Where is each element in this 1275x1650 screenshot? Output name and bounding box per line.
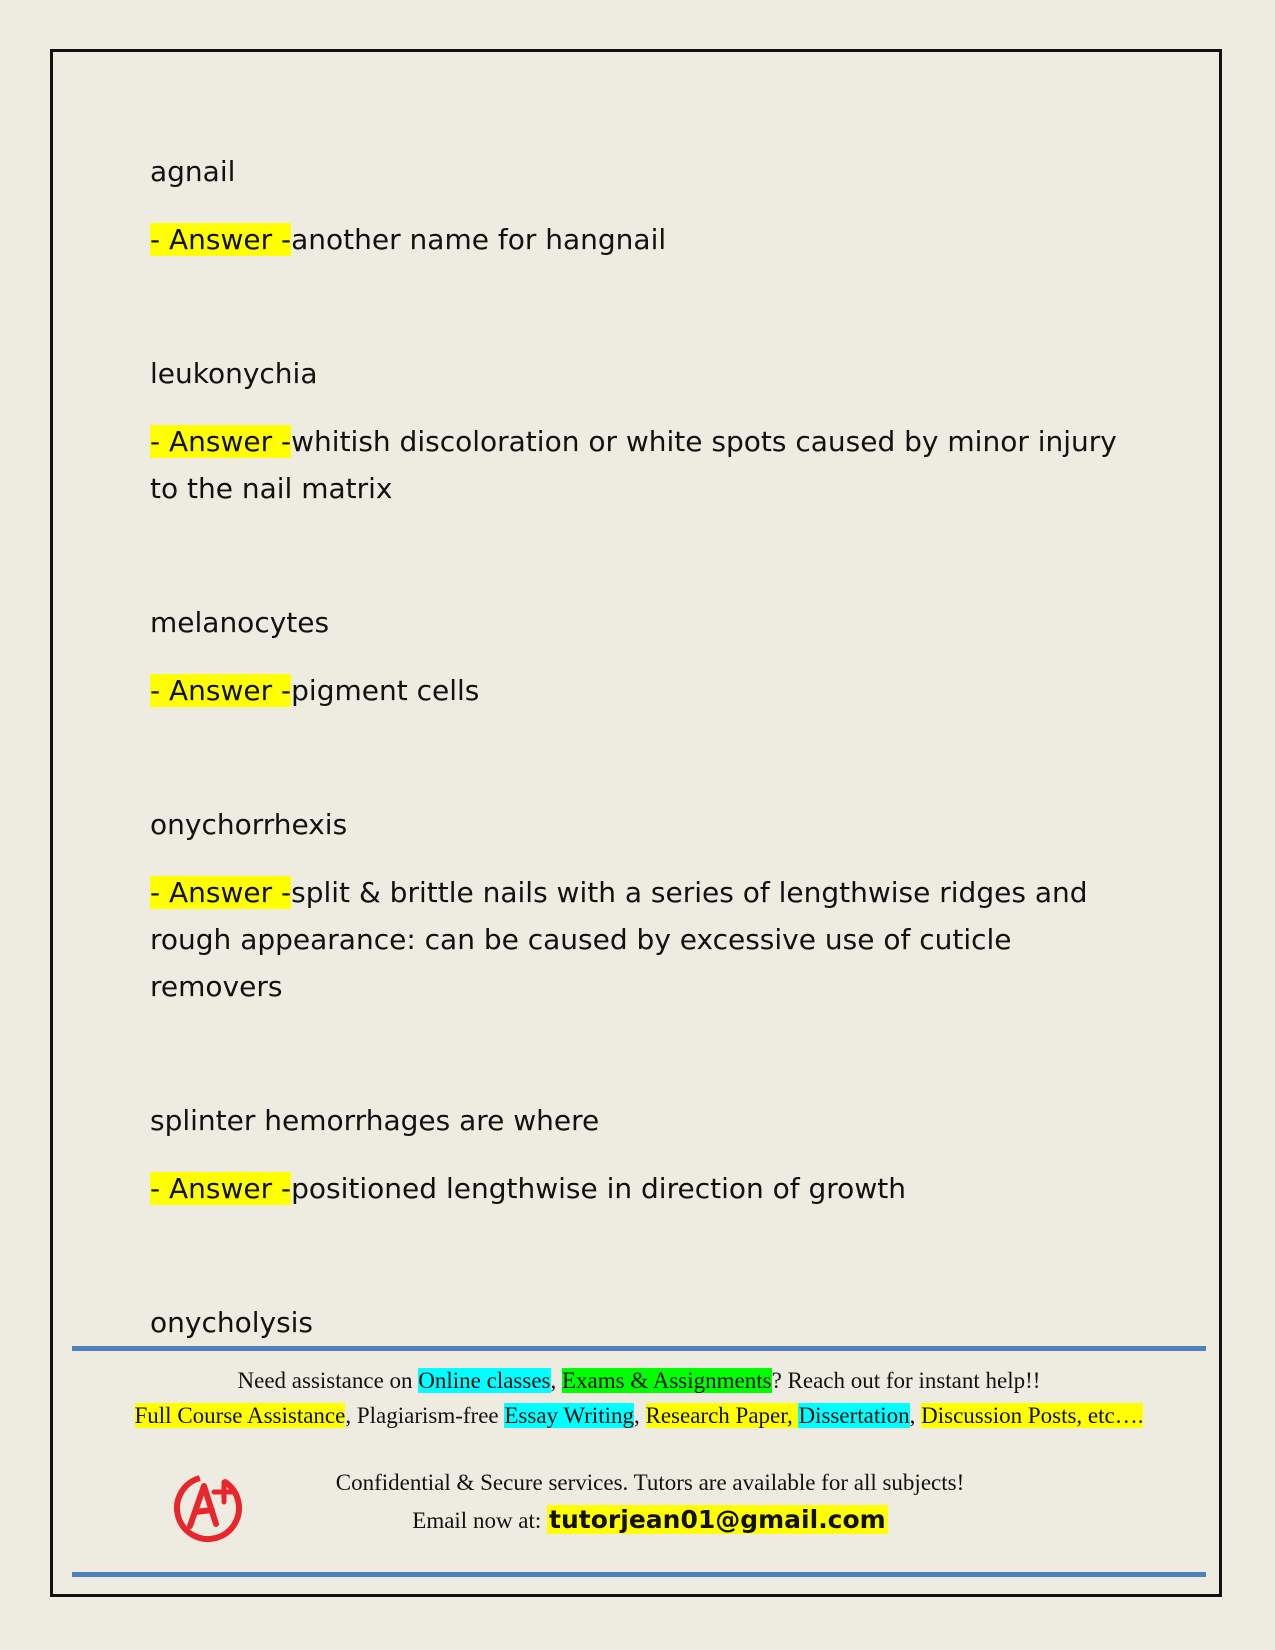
qa-item xyxy=(150,1299,1150,1346)
promo-text: , xyxy=(634,1403,646,1428)
footer-divider-bottom xyxy=(72,1572,1206,1577)
question-term: melanocytes xyxy=(150,606,330,639)
promo-text: Need assistance on xyxy=(237,1368,419,1393)
promo-line-services xyxy=(72,1403,1206,1429)
question-term: splinter hemorrhages are where xyxy=(150,1104,600,1137)
promo-text: ? Reach out for instant help!! xyxy=(771,1368,1041,1393)
answer-label: - Answer - xyxy=(150,425,292,458)
email-address[interactable]: tutorjean01@gmail.com xyxy=(549,1505,886,1534)
answer-content: positioned lengthwise in direction of growth xyxy=(291,1172,906,1205)
footer-divider-top xyxy=(72,1346,1206,1351)
discussion-posts-highlight: Discussion Posts, etc…. xyxy=(921,1403,1144,1428)
full-course-highlight: Full Course Assistance xyxy=(134,1403,346,1428)
question-term: onycholysis xyxy=(150,1306,314,1339)
answer-content: pigment cells xyxy=(291,674,480,707)
question-term: leukonychia xyxy=(150,357,318,390)
dissertation-highlight: Dissertation xyxy=(798,1403,910,1428)
promo-line-email xyxy=(150,1505,1150,1534)
answer-text xyxy=(150,667,1150,714)
email-prefix: Email now at: xyxy=(412,1508,548,1533)
promo-text: , xyxy=(550,1368,557,1393)
answer-text xyxy=(150,1165,1150,1212)
research-paper-highlight: Research Paper, xyxy=(645,1403,799,1428)
promo-line-confidential: Confidential & Secure services. Tutors are available for all subjects! xyxy=(335,1470,965,1495)
answer-text xyxy=(150,869,1150,1010)
exams-highlight: Exams & Assignments xyxy=(562,1368,772,1393)
answer-label: - Answer - xyxy=(150,674,292,707)
answer-label: - Answer - xyxy=(150,1172,292,1205)
answer-text xyxy=(150,216,1150,263)
qa-item xyxy=(150,350,1150,512)
qa-item xyxy=(150,148,1150,263)
promo-line-assistance xyxy=(72,1368,1206,1394)
question-term: onychorrhexis xyxy=(150,808,348,841)
qa-list xyxy=(150,148,1150,1367)
online-classes-highlight: Online classes xyxy=(418,1368,551,1393)
answer-content: whitish discoloration or white spots caused by minor injury to the nail matrix xyxy=(150,425,1117,505)
answer-label: - Answer - xyxy=(150,876,292,909)
answer-text xyxy=(150,418,1150,512)
promo-text: , xyxy=(909,1403,922,1428)
qa-item xyxy=(150,801,1150,1010)
promo-text: , Plagiarism-free xyxy=(345,1403,505,1428)
essay-writing-highlight: Essay Writing xyxy=(504,1403,634,1428)
question-term: agnail xyxy=(150,155,236,188)
answer-content: another name for hangnail xyxy=(291,223,667,256)
qa-item xyxy=(150,599,1150,714)
answer-content: split & brittle nails with a series of lengthwise ridges and rough appearance: can be caused by excessive use of cuticle removers xyxy=(150,876,1088,1003)
qa-item xyxy=(150,1097,1150,1212)
answer-label: - Answer - xyxy=(150,223,292,256)
